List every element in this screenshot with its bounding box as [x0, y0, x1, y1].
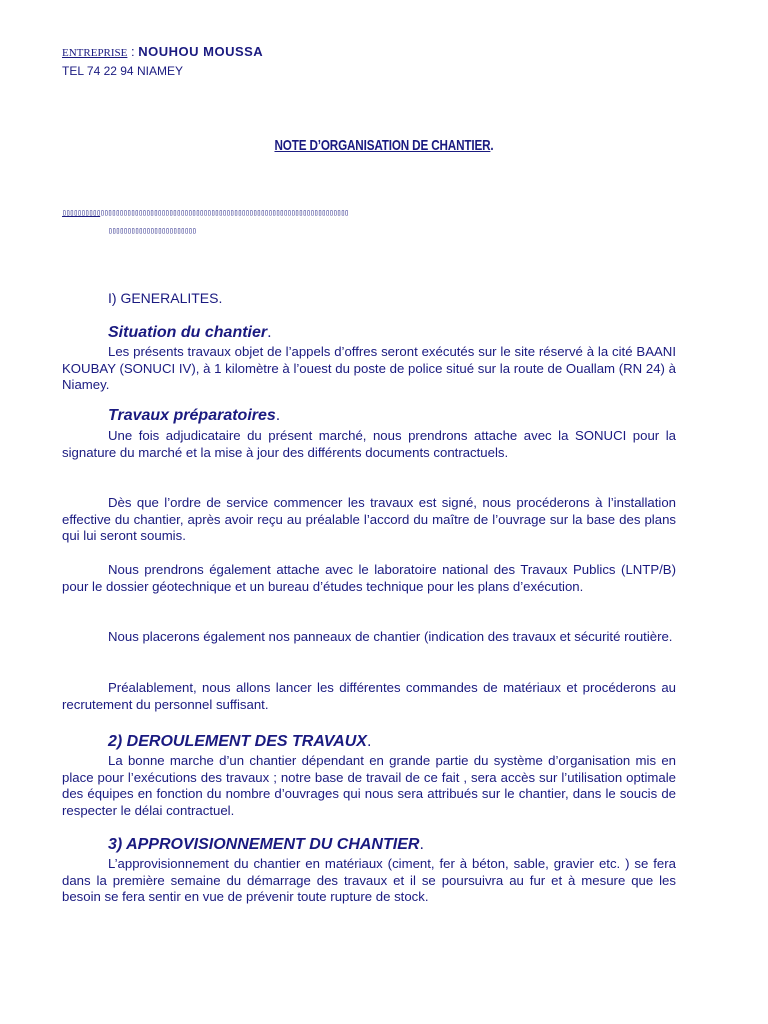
- document-title-text: NOTE D’ORGANISATION DE CHANTIER: [274, 137, 491, 154]
- travaux-paragraph-4: Nous placerons également nos panneaux de chantier (indication des travaux et sécurité routière.: [108, 629, 673, 644]
- company-name: NOUHOU MOUSSA: [138, 44, 264, 59]
- missing-glyph-line-1: ▯▯▯▯▯▯▯▯▯▯▯▯▯▯▯▯▯▯▯▯▯▯▯▯▯▯▯▯▯▯▯▯▯▯▯▯▯▯▯▯▯▯▯▯▯▯▯▯▯▯▯▯▯▯▯▯▯▯▯▯▯▯▯▯▯▯▯▯▯▯▯▯▯▯▯: [62, 208, 349, 217]
- section-appro-title: 3) APPROVISIONNEMENT DU CHANTIER.: [108, 836, 424, 853]
- section-deroulement-title: 2) DEROULEMENT DES TRAVAUX.: [108, 733, 372, 750]
- document-title: [84, 137, 683, 154]
- subsection-situation-title: Situation du chantier.: [108, 324, 272, 341]
- company-label: ENTREPRISE: [62, 47, 128, 59]
- section-generalites: I) GENERALITES.: [108, 290, 223, 306]
- travaux-paragraph-1: Une fois adjudicataire du présent marché, nous prendrons attache avec la SONUCI pour la signature du marché et la mise à jour des différents documents contractuels.: [62, 428, 676, 460]
- company-line: [62, 44, 263, 59]
- travaux-paragraph-3: Nous prendrons également attache avec le laboratoire national des Travaux Publics (LNTP/B) pour le dossier géotechnique et un bureau d’études technique pour les plans d’exécution.: [62, 562, 676, 594]
- travaux-paragraph-2: Dès que l’ordre de service commencer les travaux est signé, nous procéderons à l’installation effective du chantier, après avoir reçu au préalable l’accord du maître de l’ouvrage sur la base des plans qui lui seront soumis.: [62, 495, 676, 544]
- subsection-travaux-title: Travaux préparatoires.: [108, 407, 281, 424]
- missing-glyph-line-2: ▯▯▯▯▯▯▯▯▯▯▯▯▯▯▯▯▯▯▯▯▯▯▯: [108, 226, 196, 235]
- contact-line: TEL 74 22 94 NIAMEY: [62, 64, 183, 78]
- document-title-dot: .: [490, 137, 494, 154]
- deroulement-paragraph: La bonne marche d’un chantier dépendant en grande partie du système d’organisation mis en place pour l’exécutions des travaux ; notre base de travail de ce fait , sera accès sur l’utilisation optimale des équipes en fonction du nombre d’ouvrages qui nous sera attribués sur le chantier, dans le soucis de respecter le délai contractuel.: [62, 753, 676, 818]
- appro-paragraph: L’approvisionnement du chantier en matériaux (ciment, fer à béton, sable, gravier etc. ) se fera dans la première semaine du démarrage des travaux et il se poursuivra au fur et à mesure que les besoin se fera sentir en vue de prévenir toute rupture de stock.: [62, 856, 676, 905]
- company-separator: :: [127, 44, 139, 59]
- travaux-paragraph-5: Préalablement, nous allons lancer les différentes commandes de matériaux et procéderons au recrutement du personnel suffisant.: [62, 680, 676, 712]
- missing-glyph-block: [62, 204, 702, 240]
- situation-paragraph: Les présents travaux objet de l’appels d’offres seront exécutés sur le site réservé à la cité BAANI KOUBAY (SONUCI IV), à 1 kilomètre à l’ouest du poste de police situé sur la route de Ouallam (RN 24) à Niamey.: [62, 344, 676, 393]
